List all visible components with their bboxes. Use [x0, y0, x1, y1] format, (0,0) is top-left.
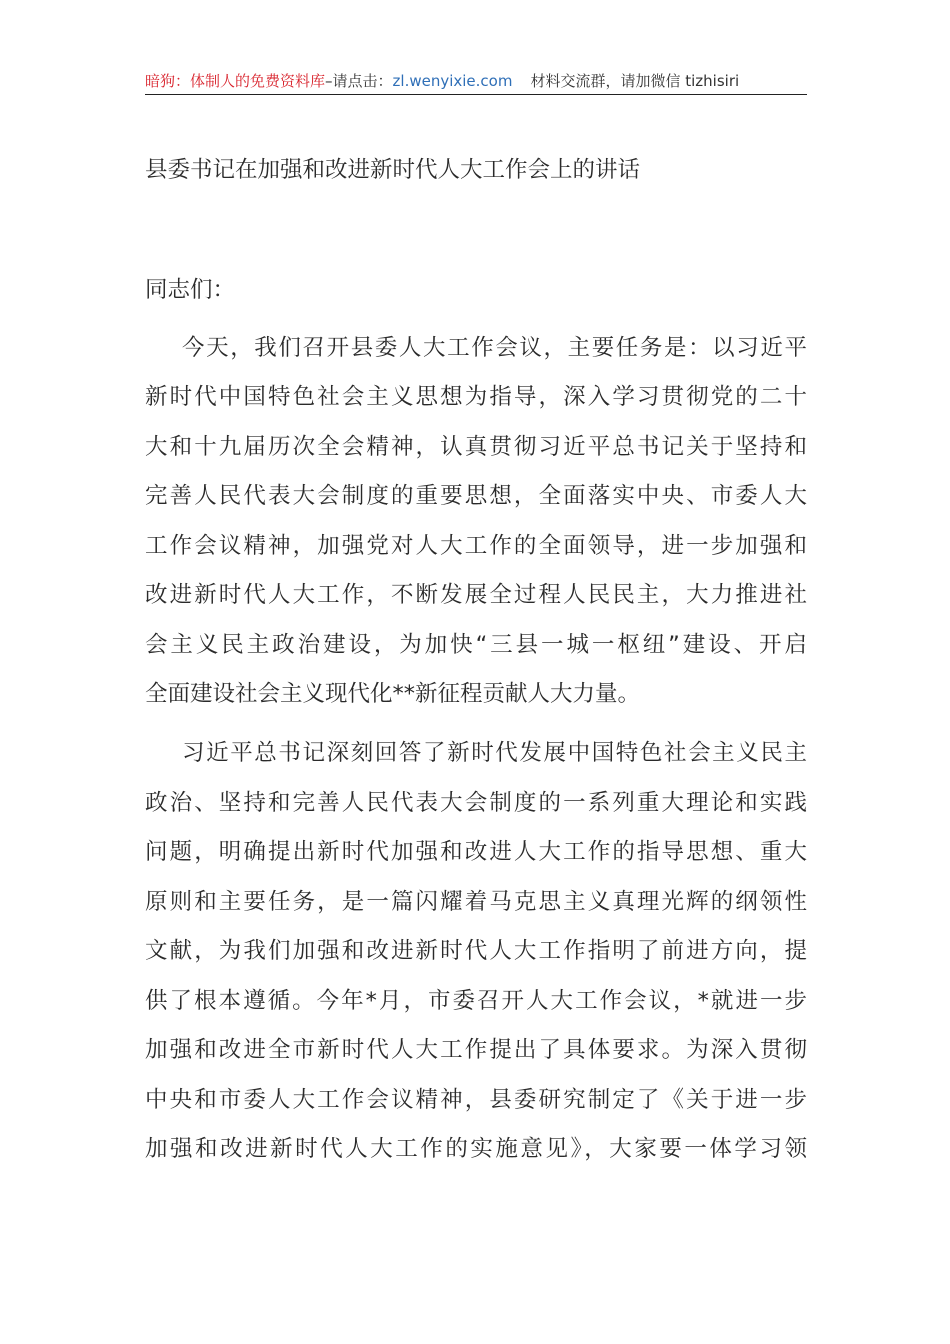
paragraph-1-line: 工作会议精神，加强党对人大工作的全面领导，进一步加强和 — [145, 533, 807, 559]
paragraph-2-line: 供了根本遵循。今年*月，市委召开人大工作会议，*就进一步 — [145, 988, 807, 1014]
document-title: 县委书记在加强和改进新时代人大工作会上的讲话 — [145, 157, 641, 183]
paragraph-1-line: 会主义民主政治建设，为加快“三县一城一枢纽”建设、开启 — [145, 632, 807, 658]
paragraph-2-line: 原则和主要任务，是一篇闪耀着马克思主义真理光辉的纲领性 — [145, 889, 807, 915]
paragraph-2-line: 问题，明确提出新时代加强和改进人大工作的指导思想、重大 — [145, 839, 807, 865]
paragraph-1-line: 全面建设社会主义现代化**新征程贡献人大力量。 — [145, 681, 641, 707]
site-link[interactable]: zl.wenyixie.com — [392, 72, 513, 90]
paragraph-2-line: 习近平总书记深刻回答了新时代发展中国特色社会主义民主 — [182, 740, 807, 766]
wechat-note: 材料交流群，请加微信 tizhisiri — [530, 72, 740, 90]
paragraph-2-line: 文献，为我们加强和改进新时代人大工作指明了前进方向，提 — [145, 938, 807, 964]
document-header — [145, 70, 807, 92]
paragraph-1-line: 大和十九届历次全会精神，认真贯彻习近平总书记关于坚持和 — [145, 434, 807, 460]
paragraph-2-line: 加强和改进全市新时代人大工作提出了具体要求。为深入贯彻 — [145, 1037, 807, 1063]
site-name: 暗狗：体制人的免费资料库 — [145, 72, 326, 90]
paragraph-1-line: 新时代中国特色社会主义思想为指导，深入学习贯彻党的二十 — [145, 384, 807, 410]
paragraph-1-line: 今天，我们召开县委人大工作会议，主要任务是：以习近平 — [182, 335, 807, 361]
salutation: 同志们： — [145, 277, 236, 303]
paragraph-2-line: 政治、坚持和完善人民代表大会制度的一系列重大理论和实践 — [145, 790, 807, 816]
paragraph-1-line: 改进新时代人大工作，不断发展全过程人民民主，大力推进社 — [145, 582, 807, 608]
paragraph-2-line: 加强和改进新时代人大工作的实施意见》，大家要一体学习领 — [145, 1136, 807, 1162]
paragraph-1-line: 完善人民代表大会制度的重要思想，全面落实中央、市委人大 — [145, 483, 807, 509]
header-divider — [145, 94, 807, 95]
click-prompt: –请点击： — [325, 72, 393, 90]
paragraph-2-line: 中央和市委人大工作会议精神，县委研究制定了《关于进一步 — [145, 1087, 807, 1113]
